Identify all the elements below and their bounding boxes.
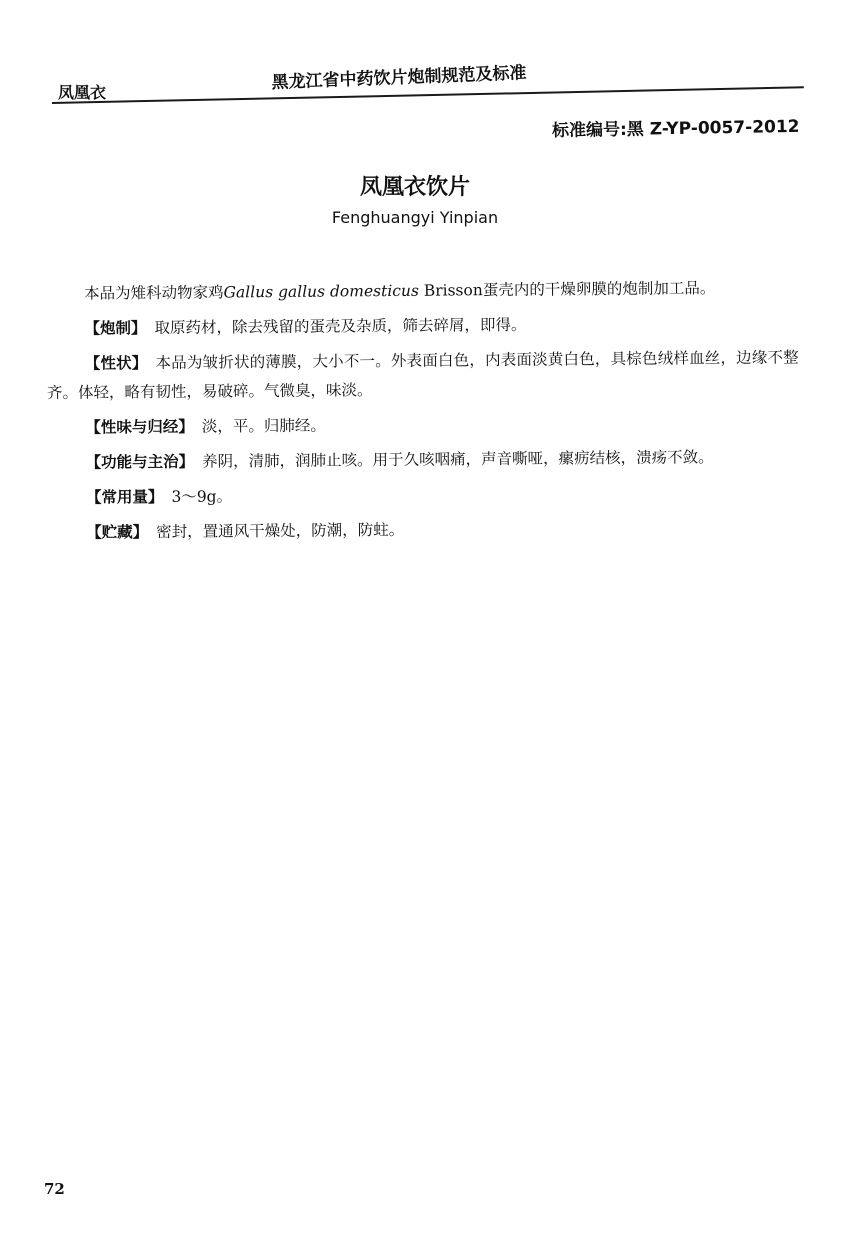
intro-after-latin: 蛋壳内的干燥卵膜的炮制加工品。	[482, 279, 716, 300]
section-text: 淡，平。归肺经。	[201, 416, 326, 436]
intro-paragraph	[46, 273, 798, 309]
section-text: 3～9g。	[171, 487, 233, 506]
section-text: 本品为皱折状的薄膜，大小不一。外表面白色，内表面淡黄白色，具棕色绒样血丝，边缘不整齐。体轻，略有韧性，易破碎。气微臭，味淡。	[46, 348, 799, 402]
intro-before-latin: 本品为雉科动物家鸡	[84, 283, 224, 303]
section-text: 养阴，清肺，润肺止咳。用于久咳咽痛，声音嘶哑，瘰疬结核，溃疡不敛。	[202, 448, 714, 471]
intro-author: Brisson	[418, 281, 483, 300]
section-nature-meridian	[47, 407, 799, 443]
standard-number: 标准编号:黑 Z-YP-0057-2012	[552, 116, 801, 142]
section-text: 取原药材，除去残留的蛋壳及杂质，筛去碎屑，即得。	[154, 315, 527, 338]
section-label: 【贮藏】	[86, 523, 149, 542]
running-header-book-title: 黑龙江省中药饮片炮制规范及标准	[271, 63, 527, 93]
body-text	[46, 273, 800, 548]
section-function-indication	[47, 442, 799, 478]
section-storage	[48, 512, 800, 548]
section-label: 【性状】	[84, 354, 148, 373]
section-description	[47, 343, 799, 408]
section-label: 【性味与归经】	[85, 417, 194, 437]
section-processing	[46, 308, 798, 344]
header-rule	[52, 86, 804, 104]
section-label: 【功能与主治】	[85, 452, 195, 472]
section-text: 密封，置通风干燥处，防潮，防蛀。	[156, 520, 405, 542]
section-dosage	[48, 477, 800, 513]
page-number: 72	[44, 1180, 65, 1198]
page-subtitle-pinyin: Fenghuangyi Yinpian	[331, 208, 499, 227]
section-label: 【常用量】	[85, 487, 164, 507]
page-title: 凤凰衣饮片	[359, 175, 470, 200]
section-label: 【炮制】	[84, 319, 147, 338]
intro-latin-name: Gallus gallus domesticus	[223, 281, 419, 302]
running-header-left: 凤凰衣	[58, 83, 107, 102]
